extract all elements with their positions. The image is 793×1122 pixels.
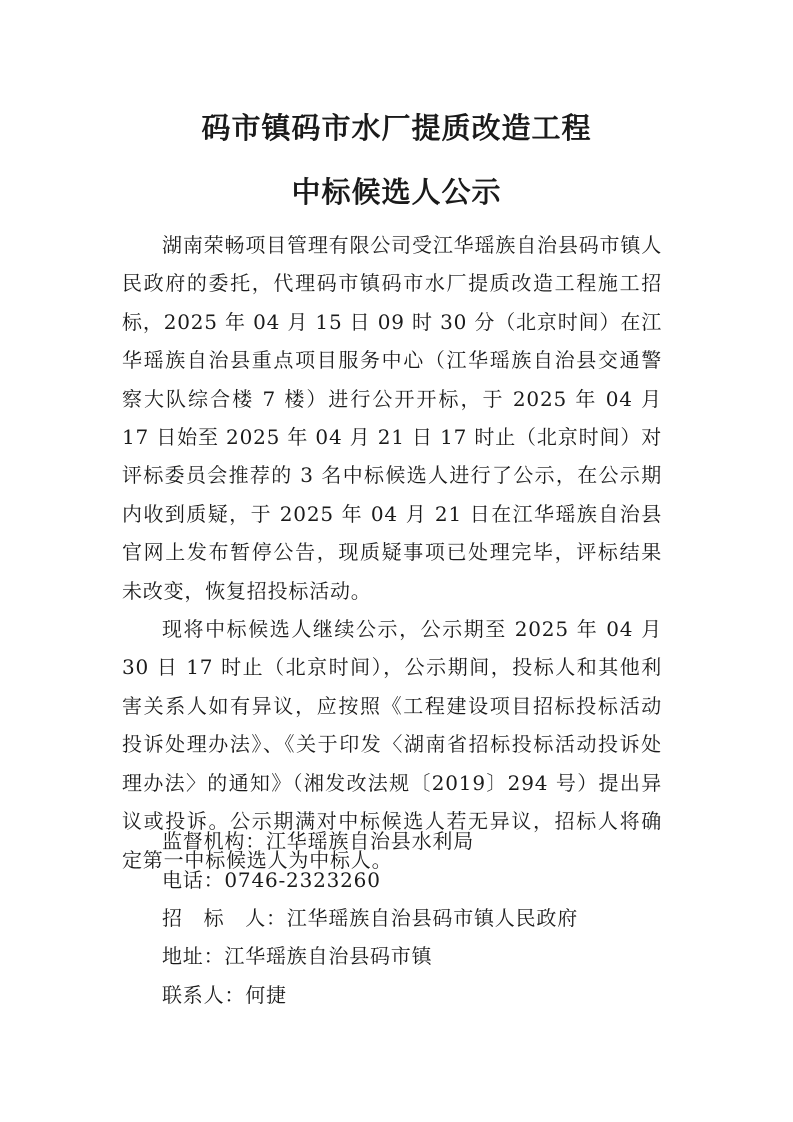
announcement-body (122, 226, 662, 879)
tenderer-line: 招 标 人：江华瑶族自治县码市镇人民政府 (162, 906, 578, 930)
page-subtitle: 中标候选人公示 (291, 175, 502, 209)
paragraph-publicity: 现将中标候选人继续公示，公示期至 2025 年 04 月 30 日 17 时止（北京时间），公示期间，投标人和其他利害关系人如有异议，应按照《工程建设项目招标投标活动投诉处理办法》、《关于印发〈湖南省招标投标活动投诉处理办法〉的通知》（湘发改法规〔2019〕294 号）提出异议或投诉。公示期满对中标候选人若无异议，招标人将确定第一中标候选人为中标人。 (122, 617, 662, 872)
paragraph-background: 湖南荣畅项目管理有限公司受江华瑶族自治县码市镇人民政府的委托，代理码市镇码市水厂提质改造工程施工招标，2025 年 04 月 15 日 09 时 30 分（北京时间）在江华瑶族自治县重点项目服务中心（江华瑶族自治县交通警察大队综合楼 7 楼）进行公开开标，于 2025 年 04 月 17 日始至 2025 年 04 月 21 日 17 时止（北京时间）对评标委员会推荐的 3 名中标候选人进行了公示，在公示期内收到质疑，于 2025 年 04 月 21 日在江华瑶族自治县官网上发布暂停公告，现质疑事项已处理完毕，评标结果未改变，恢复招投标活动。 (122, 233, 662, 603)
contact-line: 联系人：何捷 (162, 983, 287, 1007)
address-line: 地址：江华瑶族自治县码市镇 (162, 944, 433, 968)
supervisor-line: 监督机构：江华瑶族自治县水利局 (162, 829, 474, 853)
page-title: 码市镇码市水厂提质改造工程 (201, 111, 592, 145)
phone-line: 电话：0746-2323260 (162, 868, 381, 892)
